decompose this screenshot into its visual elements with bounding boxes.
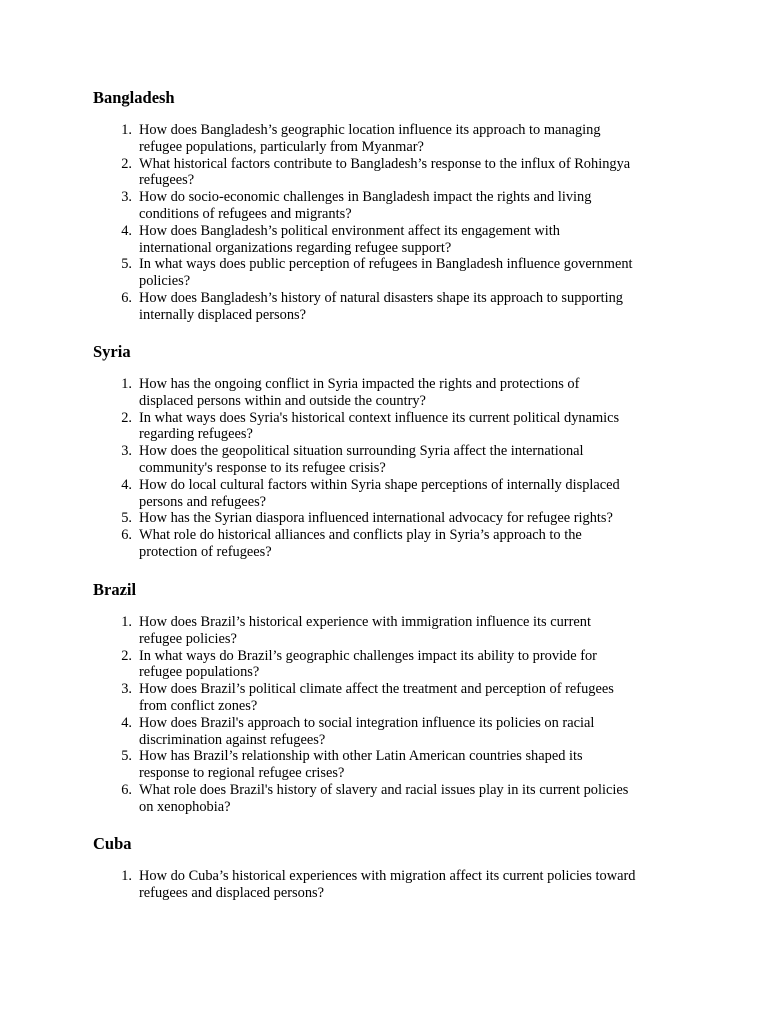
question-list xyxy=(0,122,679,324)
question-text-line: What historical factors contribute to Bangladesh’s response to the influx of Rohingya xyxy=(139,155,631,172)
question-number: 1. xyxy=(121,122,132,138)
question-text-line: community's response to its refugee crisis? xyxy=(139,459,386,476)
question-text-line: from conflict zones? xyxy=(139,697,258,714)
question-text-line: How does Brazil's approach to social integration influence its policies on racial xyxy=(139,714,595,731)
question-item xyxy=(0,510,679,527)
question-number: 5. xyxy=(121,748,132,765)
question-item xyxy=(0,290,679,324)
question-item xyxy=(0,223,679,257)
question-text-line: refugee populations? xyxy=(139,664,260,681)
question-item xyxy=(0,782,679,816)
question-text-line: How do socio-economic challenges in Bangladesh impact the rights and living xyxy=(139,189,592,206)
question-text-line: refugee populations, particularly from Myanmar? xyxy=(139,138,424,155)
question-number: 4. xyxy=(121,714,132,731)
question-text-line: How do local cultural factors within Syria shape perceptions of internally displaced xyxy=(139,476,620,493)
question-number: 5. xyxy=(121,256,132,273)
question-item xyxy=(0,868,679,902)
section-heading: Syria xyxy=(93,342,131,361)
question-number: 3. xyxy=(121,443,132,460)
question-text-line: What role do historical alliances and conflicts play in Syria’s approach to the xyxy=(139,527,582,544)
question-number: 4. xyxy=(121,222,132,239)
question-item xyxy=(0,410,679,444)
question-item xyxy=(0,443,679,477)
question-number: 3. xyxy=(121,189,132,206)
question-number: 1. xyxy=(121,376,132,392)
question-item xyxy=(0,376,679,410)
question-text-line: internally displaced persons? xyxy=(139,306,307,323)
section-heading: Brazil xyxy=(93,580,137,599)
section-heading: Cuba xyxy=(93,834,132,853)
question-number: 2. xyxy=(121,647,132,664)
question-text-line: How has Brazil’s relationship with other Latin American countries shaped its xyxy=(139,748,583,765)
question-text-line: response to regional refugee crises? xyxy=(139,765,345,782)
question-number: 4. xyxy=(121,476,132,493)
question-number: 1. xyxy=(121,868,132,884)
question-item xyxy=(0,477,679,511)
question-item xyxy=(0,648,679,682)
question-item xyxy=(0,614,679,648)
question-number: 1. xyxy=(121,614,132,630)
question-text-line: How has the ongoing conflict in Syria impacted the rights and protections of xyxy=(139,376,580,392)
question-list xyxy=(0,868,679,902)
question-text-line: How does Bangladesh’s geographic location influence its approach to managing xyxy=(139,122,601,138)
question-item xyxy=(0,715,679,749)
question-number: 2. xyxy=(121,155,132,172)
question-text-line: How do Cuba’s historical experiences with migration affect its current policies toward xyxy=(139,868,636,884)
question-text-line: How does Bangladesh’s history of natural disasters shape its approach to supporting xyxy=(139,289,623,306)
question-item xyxy=(0,156,679,190)
section-heading: Bangladesh xyxy=(93,88,175,107)
question-text-line: How does Brazil’s political climate affect the treatment and perception of refugees xyxy=(139,681,614,698)
question-text-line: How does Brazil’s historical experience with immigration influence its current xyxy=(139,614,591,630)
question-text-line: How has the Syrian diaspora influenced international advocacy for refugee rights? xyxy=(139,510,613,527)
question-number: 5. xyxy=(121,510,132,527)
question-list xyxy=(0,376,679,561)
question-number: 2. xyxy=(121,409,132,426)
question-number: 6. xyxy=(121,527,132,544)
question-text-line: In what ways do Brazil’s geographic challenges impact its ability to provide for xyxy=(139,647,597,664)
question-item xyxy=(0,681,679,715)
question-text-line: refugee policies? xyxy=(139,630,237,647)
question-item xyxy=(0,748,679,782)
question-text-line: discrimination against refugees? xyxy=(139,731,326,748)
question-item xyxy=(0,189,679,223)
question-text-line: displaced persons within and outside the country? xyxy=(139,392,426,409)
question-text-line: international organizations regarding refugee support? xyxy=(139,239,452,256)
question-text-line: How does Bangladesh’s political environment affect its engagement with xyxy=(139,222,560,239)
question-number: 3. xyxy=(121,681,132,698)
question-text-line: protection of refugees? xyxy=(139,543,272,560)
question-text-line: on xenophobia? xyxy=(139,798,231,815)
question-text-line: In what ways does public perception of refugees in Bangladesh influence government xyxy=(139,256,633,273)
question-text-line: policies? xyxy=(139,273,191,290)
question-item xyxy=(0,527,679,561)
question-text-line: How does the geopolitical situation surrounding Syria affect the international xyxy=(139,443,584,460)
question-item xyxy=(0,256,679,290)
question-text-line: In what ways does Syria's historical context influence its current political dynamics xyxy=(139,409,620,426)
question-text-line: refugees and displaced persons? xyxy=(139,884,325,901)
question-text-line: persons and refugees? xyxy=(139,493,267,510)
question-text-line: What role does Brazil's history of slavery and racial issues play in its current policies xyxy=(139,781,629,798)
question-item xyxy=(0,122,679,156)
question-text-line: conditions of refugees and migrants? xyxy=(139,205,352,222)
question-text-line: refugees? xyxy=(139,172,195,189)
question-number: 6. xyxy=(121,781,132,798)
question-list xyxy=(0,614,679,816)
question-number: 6. xyxy=(121,289,132,306)
question-text-line: regarding refugees? xyxy=(139,426,253,443)
